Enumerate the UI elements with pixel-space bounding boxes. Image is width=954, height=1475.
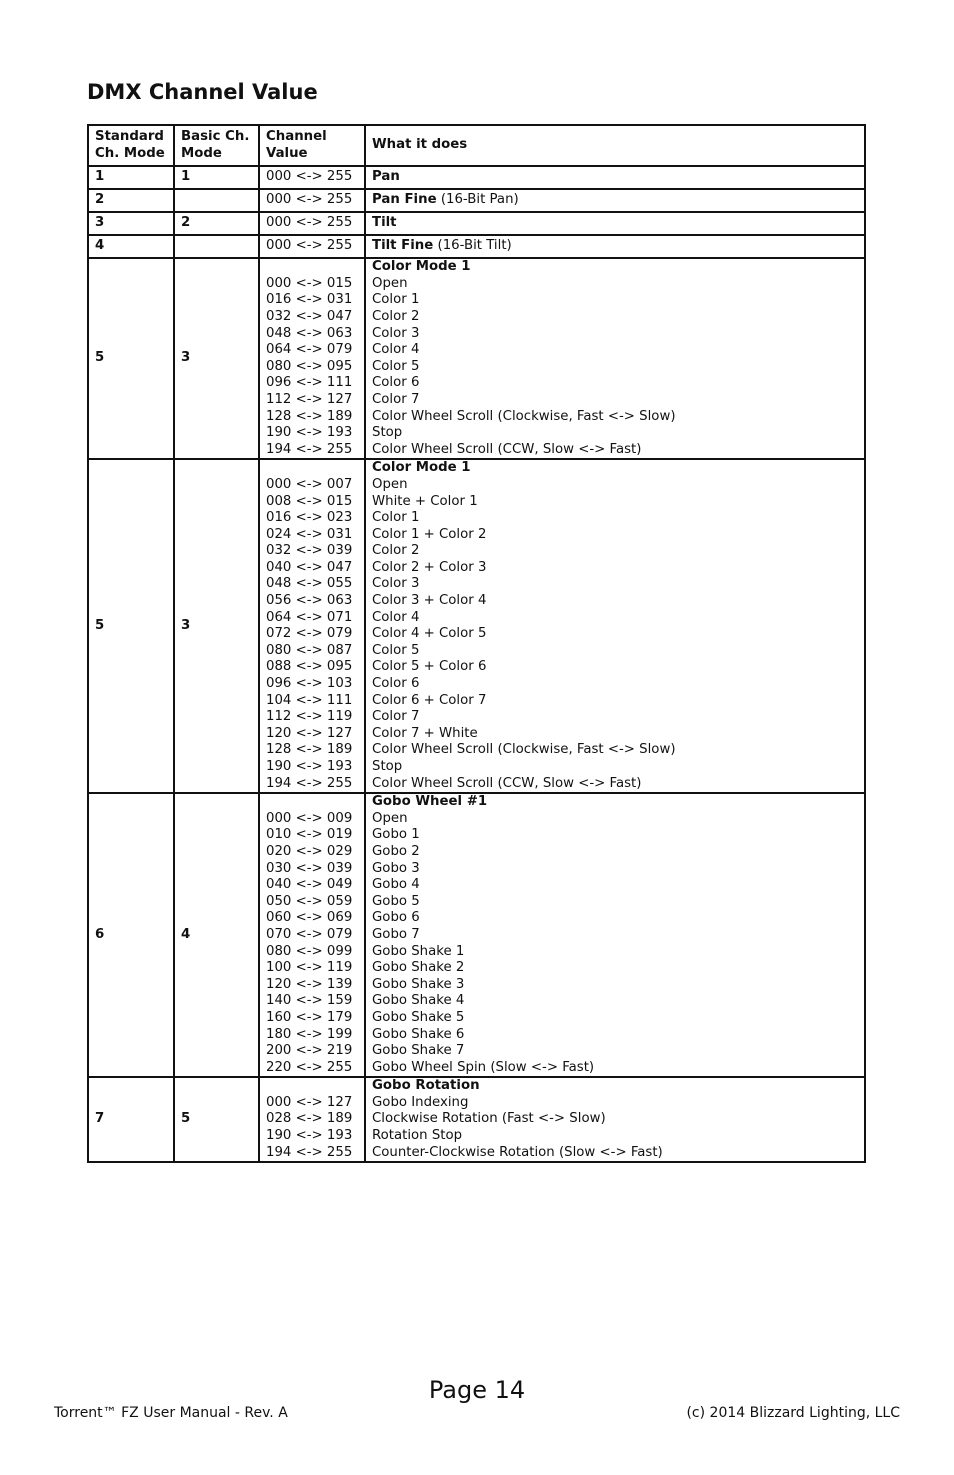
standard-channel: 6 [88,793,174,1077]
value-range: 048 <-> 055 [266,576,353,592]
value-range: 088 <-> 095 [266,659,353,675]
value-range: 028 <-> 189 [266,1111,353,1127]
channel-value-ranges [259,793,365,1077]
value-range: 190 <-> 193 [266,759,353,774]
value-range: 180 <-> 199 [266,1026,353,1042]
value-range: 160 <-> 179 [266,1009,353,1025]
value-range: 140 <-> 159 [266,993,353,1009]
function-item: Stop [372,425,403,441]
basic-channel: 3 [174,459,259,793]
function-description [365,189,865,212]
function-item: Color 5 [372,358,420,374]
function-item: Color 6 [372,676,420,692]
standard-channel: 1 [88,166,174,189]
dmx-channel-table [87,124,866,1163]
value-range: 040 <-> 049 [266,877,353,893]
value-spacer [266,1078,358,1095]
table-row [88,212,865,235]
value-range: 000 <-> 007 [266,476,353,492]
function-item: Open [372,476,408,492]
value-range: 112 <-> 127 [266,391,353,407]
function-item: Gobo Shake 3 [372,976,465,992]
function-name: Tilt Fine [372,238,434,254]
function-name: Tilt [372,215,397,231]
value-range: 112 <-> 119 [266,709,353,725]
basic-channel [174,235,259,258]
basic-channel: 5 [174,1077,259,1162]
basic-channel [174,189,259,212]
standard-channel: 7 [88,1077,174,1162]
value-spacer [266,259,358,276]
function-item: Gobo Shake 1 [372,943,465,959]
function-group-title: Color Mode 1 [372,259,471,275]
value-range: 194 <-> 255 [266,441,353,457]
value-range: 000 <-> 127 [266,1094,353,1110]
table-row [88,189,865,212]
standard-channel: 4 [88,235,174,258]
function-item: Clockwise Rotation (Fast <-> Slow) [372,1111,606,1127]
value-range: 008 <-> 015 [266,493,353,509]
function-item: Rotation Stop [372,1128,463,1144]
value-range: 096 <-> 111 [266,375,353,391]
function-item: Gobo 6 [372,910,420,926]
value-range: 016 <-> 023 [266,510,353,526]
function-item: Gobo Indexing [372,1094,469,1110]
function-item: Gobo Shake 2 [372,960,465,976]
function-group-title: Color Mode 1 [372,460,471,476]
value-range: 000 <-> 009 [266,810,353,826]
value-range: 120 <-> 127 [266,725,353,741]
value-range: 056 <-> 063 [266,593,353,609]
header-channel-value: Channel Value [259,125,365,166]
function-item: Color 7 [372,709,420,725]
function-description [365,212,865,235]
function-item: Gobo 3 [372,860,420,876]
value-range: 040 <-> 047 [266,559,353,575]
standard-channel: 3 [88,212,174,235]
value-range: 080 <-> 099 [266,943,353,959]
function-item: Open [372,810,408,826]
value-range: 194 <-> 255 [266,775,353,791]
function-item: Gobo 5 [372,893,420,909]
function-item: Gobo Shake 7 [372,1043,465,1059]
function-item: Gobo Shake 4 [372,993,465,1009]
function-item: Color 1 + Color 2 [372,526,487,542]
value-range: 070 <-> 079 [266,926,353,942]
function-item: Color 2 [372,543,420,559]
value-range: 060 <-> 069 [266,910,353,926]
value-range: 000 <-> 015 [266,275,353,291]
value-range: 064 <-> 071 [266,609,353,625]
function-item: Counter-Clockwise Rotation (Slow <-> Fast) [372,1144,663,1160]
value-range: 016 <-> 031 [266,292,353,308]
table-row [88,459,865,793]
basic-channel: 3 [174,258,259,459]
table-row [88,166,865,189]
value-range: 200 <-> 219 [266,1043,353,1059]
function-description [365,235,865,258]
value-range: 080 <-> 087 [266,642,353,658]
value-range: 072 <-> 079 [266,626,353,642]
function-item: Open [372,275,408,291]
function-note: (16-Bit Tilt) [433,238,512,254]
value-range: 020 <-> 029 [266,843,353,859]
table-row [88,793,865,1077]
table-row [88,1077,865,1162]
channel-value: 000 <-> 255 [259,212,365,235]
function-item: Color Wheel Scroll (Clockwise, Fast <-> Slow) [372,742,676,758]
function-item: Color 4 [372,609,420,625]
function-item: Gobo Wheel Spin (Slow <-> Fast) [372,1059,595,1075]
standard-channel: 5 [88,459,174,793]
table-row [88,258,865,459]
function-item: Color 6 [372,375,420,391]
value-range: 032 <-> 047 [266,308,353,324]
value-range: 220 <-> 255 [266,1059,353,1075]
page-number: Page 14 [428,1376,526,1404]
header-basic-mode: Basic Ch. Mode [174,125,259,166]
value-range: 190 <-> 193 [266,425,353,441]
channel-value: 000 <-> 255 [259,166,365,189]
function-item: Gobo 7 [372,926,420,942]
value-range: 064 <-> 079 [266,342,353,358]
function-item: Color 6 + Color 7 [372,692,487,708]
function-item: Gobo 4 [372,877,420,893]
function-name: Pan Fine [372,192,437,208]
function-item: Color Wheel Scroll (Clockwise, Fast <-> Slow) [372,408,676,424]
value-range: 194 <-> 255 [266,1144,353,1160]
channel-value-ranges [259,459,365,793]
footer-copyright: (c) 2014 Blizzard Lighting, LLC [686,1405,900,1421]
value-range: 010 <-> 019 [266,827,353,843]
function-note: (16-Bit Pan) [436,192,519,208]
function-item: Gobo Shake 6 [372,1026,465,1042]
standard-channel: 5 [88,258,174,459]
value-range: 024 <-> 031 [266,526,353,542]
function-item: Color 3 [372,325,420,341]
function-item: Color 1 [372,292,420,308]
basic-channel: 2 [174,212,259,235]
value-spacer [266,460,358,477]
value-range: 100 <-> 119 [266,960,353,976]
function-item: Color 1 [372,510,420,526]
value-range: 030 <-> 039 [266,860,353,876]
header-what-it-does: What it does [365,125,865,166]
function-item: Color 3 [372,576,420,592]
function-item: Color 4 [372,342,420,358]
channel-value-ranges [259,1077,365,1162]
table-row [88,235,865,258]
basic-channel: 4 [174,793,259,1077]
function-item: Gobo Shake 5 [372,1009,465,1025]
channel-value-ranges [259,258,365,459]
function-name: Pan [372,169,400,185]
function-descriptions [365,258,865,459]
table-header-row [88,125,865,166]
function-item: Color 5 [372,642,420,658]
footer-manual-title: Torrent™ FZ User Manual - Rev. A [54,1405,288,1421]
function-item: Color 3 + Color 4 [372,593,487,609]
function-group-title: Gobo Rotation [372,1078,480,1094]
value-range: 120 <-> 139 [266,976,353,992]
value-range: 080 <-> 095 [266,358,353,374]
value-range: 190 <-> 193 [266,1128,353,1144]
function-item: Color 7 + White [372,725,478,741]
basic-channel: 1 [174,166,259,189]
function-descriptions [365,1077,865,1162]
function-item: Stop [372,759,403,774]
function-item: White + Color 1 [372,493,478,509]
channel-value: 000 <-> 255 [259,189,365,212]
value-range: 050 <-> 059 [266,893,353,909]
function-descriptions [365,793,865,1077]
value-range: 048 <-> 063 [266,325,353,341]
function-item: Color 7 [372,391,420,407]
channel-value: 000 <-> 255 [259,235,365,258]
function-item: Color 2 [372,308,420,324]
function-item: Gobo 1 [372,827,420,843]
function-descriptions [365,459,865,793]
header-standard-mode: Standard Ch. Mode [88,125,174,166]
function-item: Color 4 + Color 5 [372,626,487,642]
function-item: Gobo 2 [372,843,420,859]
page-title: DMX Channel Value [87,80,318,104]
function-item: Color Wheel Scroll (CCW, Slow <-> Fast) [372,775,642,791]
function-item: Color 5 + Color 6 [372,659,487,675]
function-item: Color 2 + Color 3 [372,559,487,575]
function-group-title: Gobo Wheel #1 [372,794,488,810]
value-range: 128 <-> 189 [266,408,353,424]
value-range: 128 <-> 189 [266,742,353,758]
value-range: 032 <-> 039 [266,543,353,559]
function-description [365,166,865,189]
standard-channel: 2 [88,189,174,212]
function-item: Color Wheel Scroll (CCW, Slow <-> Fast) [372,441,642,457]
value-range: 096 <-> 103 [266,676,353,692]
value-spacer [266,794,358,811]
value-range: 104 <-> 111 [266,692,353,708]
